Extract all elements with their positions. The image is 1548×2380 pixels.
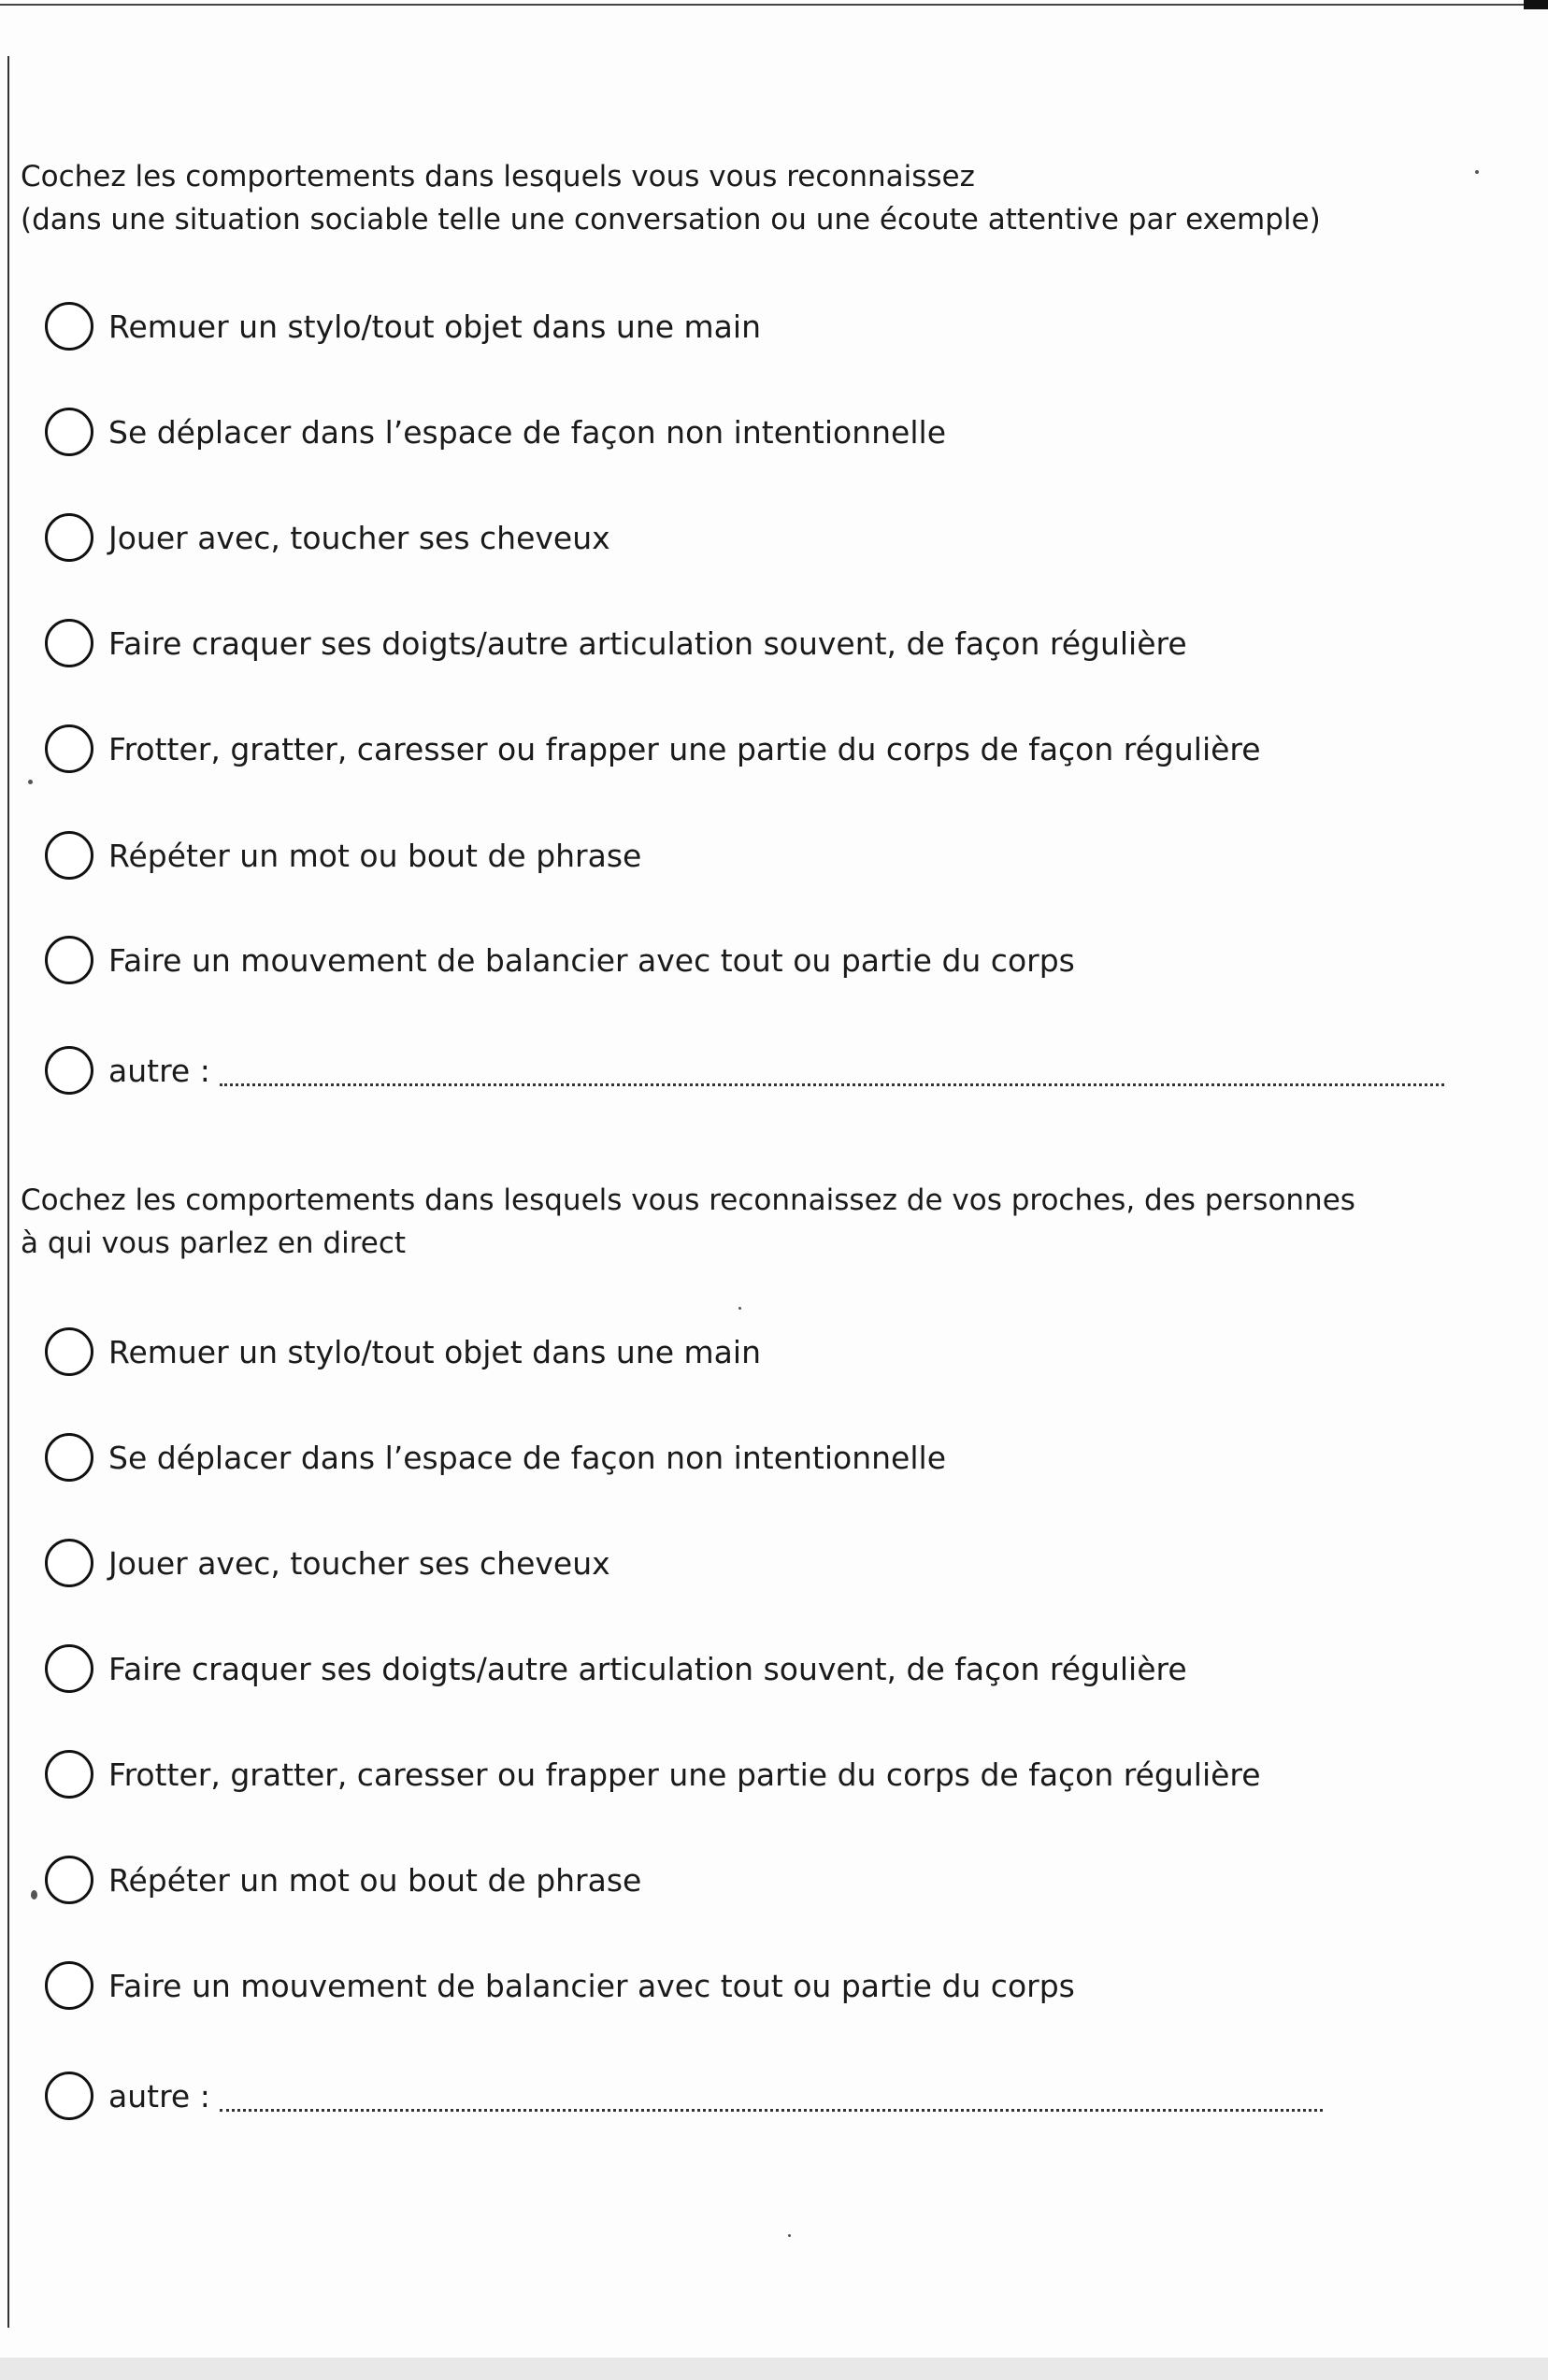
radio-circle[interactable] — [45, 1961, 93, 2010]
scan-speck — [28, 780, 33, 784]
option-label: Faire craquer ses doigts/autre articulation souvent, de façon régulière — [108, 624, 1187, 662]
section2-option-7[interactable] — [45, 1957, 1075, 2014]
section1-question-line2: (dans une situation sociable telle une conversation ou une écoute attentive par exemple) — [21, 203, 1321, 237]
section1-option-4[interactable] — [45, 614, 1187, 672]
option-label: Jouer avec, toucher ses cheveux — [108, 1544, 610, 1582]
section1-option-3[interactable] — [45, 509, 610, 566]
radio-circle[interactable] — [45, 1327, 93, 1376]
radio-circle[interactable] — [45, 513, 93, 562]
option-label: Remuer un stylo/tout objet dans une main — [108, 308, 761, 345]
section2-question — [21, 1179, 1479, 1265]
radio-circle[interactable] — [45, 2072, 93, 2120]
section1-option-6[interactable] — [45, 826, 641, 884]
section2-option-5[interactable] — [45, 1745, 1261, 1803]
option-label: Faire craquer ses doigts/autre articulation souvent, de façon régulière — [108, 1650, 1187, 1687]
section1-option-7[interactable] — [45, 931, 1075, 989]
option-label: Faire un mouvement de balancier avec tout ou partie du corps — [108, 1967, 1075, 2004]
option-label: Frotter, gratter, caresser ou frapper une partie du corps de façon régulière — [108, 1756, 1261, 1793]
corner-mark — [1524, 0, 1548, 9]
scan-speck — [1475, 170, 1479, 174]
section1-option-1[interactable] — [45, 297, 761, 355]
radio-circle[interactable] — [45, 936, 93, 984]
section1-option-2[interactable] — [45, 403, 946, 461]
section2-option-2[interactable] — [45, 1428, 946, 1486]
option-label: Se déplacer dans l’espace de façon non intentionnelle — [108, 413, 946, 451]
option-label: Se déplacer dans l’espace de façon non intentionnelle — [108, 1439, 946, 1476]
radio-circle[interactable] — [45, 1433, 93, 1482]
option-label: Répéter un mot ou bout de phrase — [108, 1861, 642, 1899]
other-answer-line[interactable] — [220, 1074, 1444, 1086]
radio-circle[interactable] — [45, 724, 93, 773]
radio-circle[interactable] — [45, 619, 93, 667]
section2-option-other[interactable] — [45, 2067, 1354, 2125]
radio-circle[interactable] — [45, 408, 93, 456]
top-border — [0, 4, 1533, 6]
scan-speck — [31, 1890, 37, 1900]
section2-option-6[interactable] — [45, 1851, 641, 1909]
left-border — [7, 56, 9, 2328]
other-label: autre : — [108, 1052, 210, 1089]
section2-question-line2: à qui vous parlez en direct — [21, 1226, 407, 1260]
radio-circle[interactable] — [45, 302, 93, 351]
section2-question-line1: Cochez les comportements dans lesquels vous reconnaissez de vos proches, des personnes — [21, 1183, 1355, 1217]
section1-question — [21, 155, 1479, 241]
section2-option-4[interactable] — [45, 1640, 1187, 1698]
option-label: Remuer un stylo/tout objet dans une main — [108, 1333, 761, 1370]
radio-circle[interactable] — [45, 1046, 93, 1095]
section2-option-1[interactable] — [45, 1323, 761, 1381]
scan-speck — [788, 2234, 791, 2237]
section1-option-5[interactable] — [45, 720, 1261, 778]
radio-circle[interactable] — [45, 1644, 93, 1693]
section2-option-3[interactable] — [45, 1534, 610, 1592]
radio-circle[interactable] — [45, 1856, 93, 1904]
radio-circle[interactable] — [45, 1750, 93, 1799]
option-label: Frotter, gratter, caresser ou frapper une partie du corps de façon régulière — [108, 730, 1261, 767]
bottom-scan-edge — [0, 2358, 1548, 2380]
section1-option-other[interactable] — [45, 1041, 1447, 1099]
section1-question-line1: Cochez les comportements dans lesquels vous vous reconnaissez — [21, 160, 975, 194]
other-label: autre : — [108, 2077, 210, 2115]
option-label: Faire un mouvement de balancier avec tout ou partie du corps — [108, 941, 1075, 979]
radio-circle[interactable] — [45, 831, 93, 880]
other-answer-line[interactable] — [220, 2100, 1323, 2112]
scan-speck — [738, 1307, 741, 1310]
option-label: Jouer avec, toucher ses cheveux — [108, 519, 610, 556]
option-label: Répéter un mot ou bout de phrase — [108, 837, 642, 874]
radio-circle[interactable] — [45, 1539, 93, 1587]
